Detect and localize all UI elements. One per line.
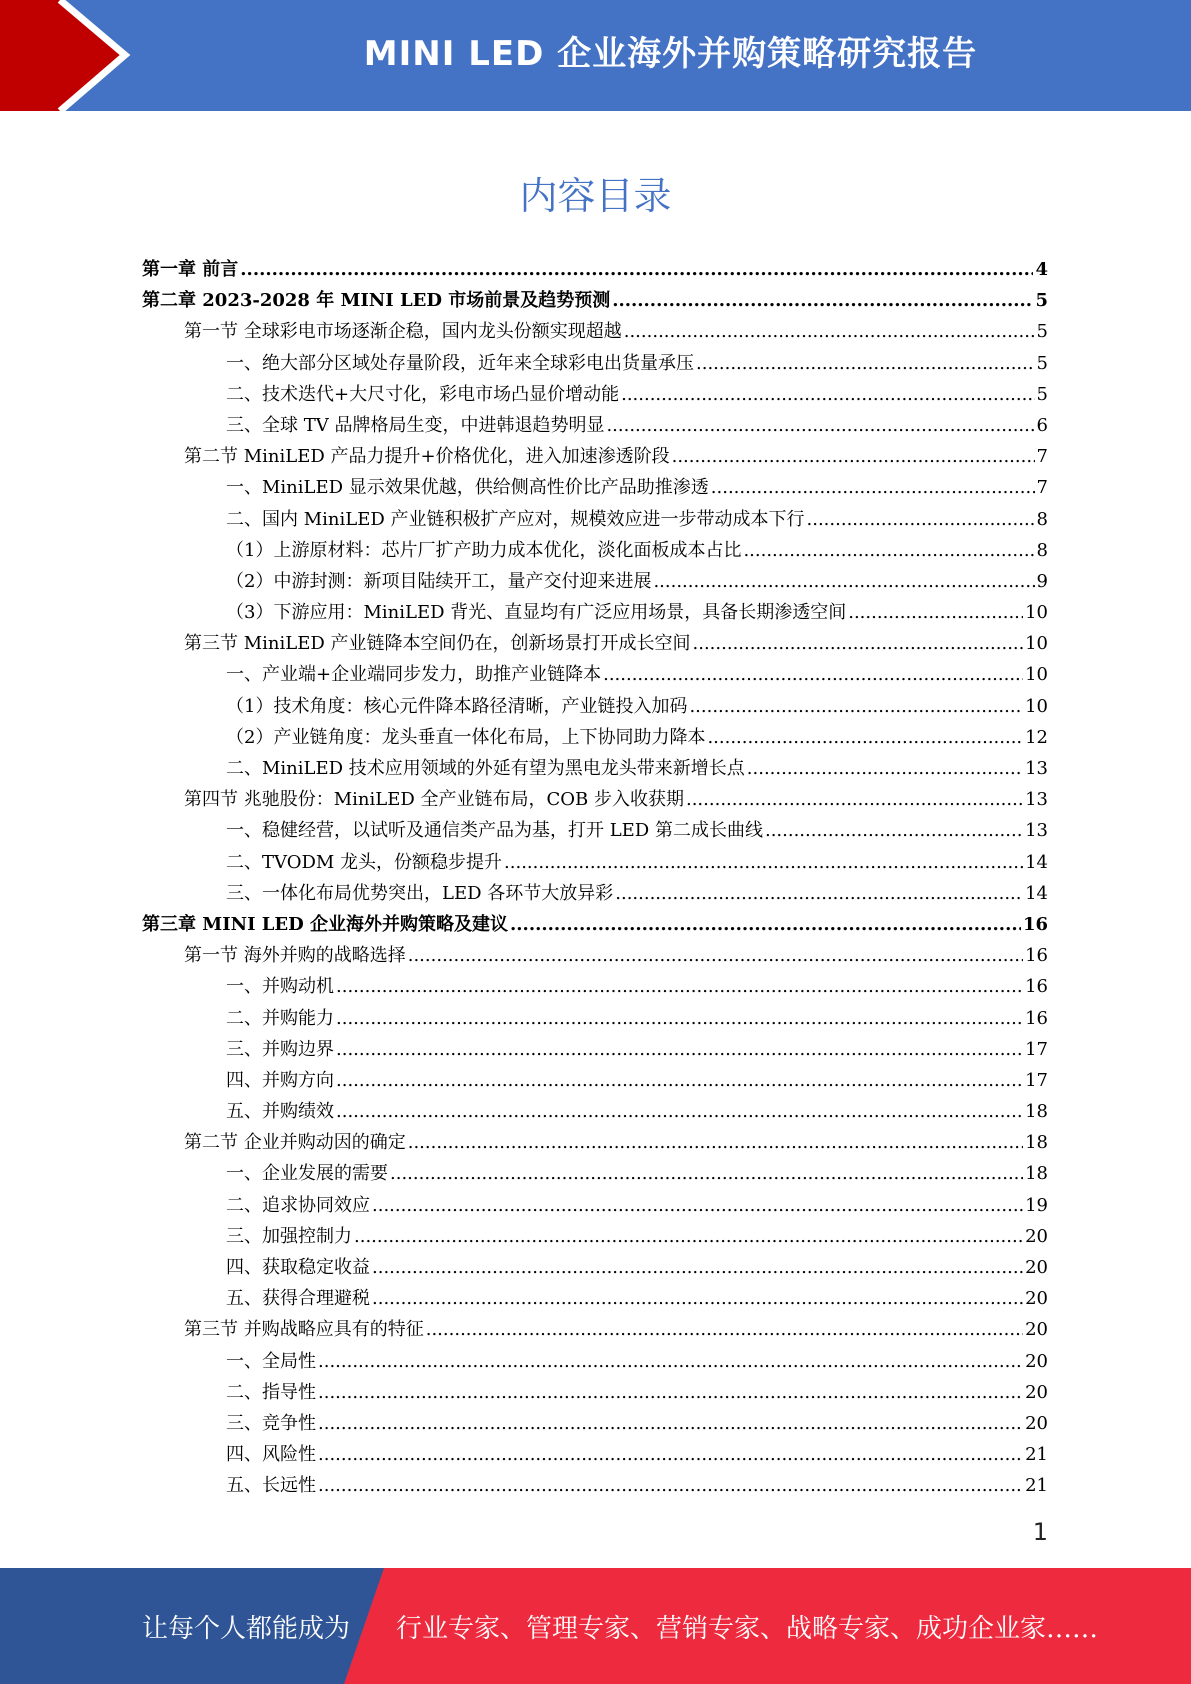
toc-entry-label: 第二节 MiniLED 产品力提升+价格优化，进入加速渗透阶段 bbox=[184, 446, 670, 468]
toc-entry-label: 二、技术迭代+大尺寸化，彩电市场凸显价增动能 bbox=[226, 383, 620, 405]
toc-entry-label: 五、获得合理避税 bbox=[226, 1288, 370, 1310]
toc-entry[interactable] bbox=[142, 254, 1048, 285]
toc-entry[interactable] bbox=[142, 1314, 1048, 1345]
toc-dot-leader bbox=[354, 1221, 1023, 1252]
header-chevron-decoration bbox=[0, 0, 150, 111]
toc-entry[interactable] bbox=[142, 441, 1048, 472]
toc-entry-page: 18 bbox=[1025, 1101, 1048, 1123]
toc-entry-page: 21 bbox=[1025, 1444, 1048, 1466]
toc-dot-leader bbox=[372, 1252, 1023, 1283]
toc-dot-leader bbox=[408, 1127, 1023, 1158]
toc-entry-page: 17 bbox=[1025, 1069, 1048, 1091]
toc-dot-leader bbox=[336, 971, 1023, 1002]
toc-entry-page: 7 bbox=[1036, 477, 1048, 499]
toc-entry[interactable] bbox=[142, 1439, 1048, 1470]
toc-dot-leader bbox=[693, 628, 1024, 659]
toc-entry-page: 20 bbox=[1025, 1412, 1048, 1434]
toc-dot-leader bbox=[612, 285, 1033, 316]
toc-entry[interactable] bbox=[142, 722, 1048, 753]
toc-entry-page: 10 bbox=[1025, 633, 1048, 655]
toc-dot-leader bbox=[318, 1439, 1023, 1470]
toc-entry[interactable] bbox=[142, 815, 1048, 846]
toc-entry[interactable] bbox=[142, 1470, 1048, 1501]
toc-entry-label: 五、长远性 bbox=[226, 1475, 316, 1497]
toc-dot-leader bbox=[240, 254, 1033, 285]
toc-entry[interactable] bbox=[142, 379, 1048, 410]
toc-entry-label: 一、全局性 bbox=[226, 1350, 316, 1372]
toc-dot-leader bbox=[653, 566, 1034, 597]
toc-dot-leader bbox=[336, 1034, 1023, 1065]
toc-entry-page: 10 bbox=[1025, 602, 1048, 624]
toc-entry[interactable] bbox=[142, 940, 1048, 971]
toc-entry-page: 9 bbox=[1036, 570, 1048, 592]
toc-dot-leader bbox=[504, 847, 1023, 878]
toc-entry-label: 二、并购能力 bbox=[226, 1007, 334, 1029]
toc-entry-page: 20 bbox=[1025, 1288, 1048, 1310]
toc-entry[interactable] bbox=[142, 659, 1048, 690]
toc-dot-leader bbox=[807, 504, 1035, 535]
toc-entry-page: 5 bbox=[1036, 352, 1048, 374]
toc-dot-leader bbox=[390, 1158, 1023, 1189]
toc-entry-page: 16 bbox=[1025, 1007, 1048, 1029]
toc-dot-leader bbox=[621, 379, 1034, 410]
toc-entry-label: 第三章 MINI LED 企业海外并购策略及建议 bbox=[142, 913, 509, 935]
toc-entry-label: 第一节 全球彩电市场逐渐企稳，国内龙头份额实现超越 bbox=[184, 321, 622, 343]
toc-entry-page: 20 bbox=[1025, 1319, 1048, 1341]
toc-entry[interactable] bbox=[142, 285, 1048, 316]
toc-entry-page: 12 bbox=[1025, 726, 1048, 748]
toc-dot-leader bbox=[689, 691, 1023, 722]
toc-entry-label: 二、追求协同效应 bbox=[226, 1194, 370, 1216]
toc-dot-leader bbox=[606, 410, 1034, 441]
toc-entry[interactable] bbox=[142, 1065, 1048, 1096]
toc-entry-page: 13 bbox=[1025, 758, 1048, 779]
toc-entry-page: 16 bbox=[1025, 945, 1048, 967]
toc-entry-label: 一、MiniLED 显示效果优越，供给侧高性价比产品助推渗透 bbox=[226, 477, 709, 499]
toc-dot-leader bbox=[510, 909, 1021, 940]
toc-entry-label: 四、并购方向 bbox=[226, 1069, 334, 1091]
toc-entry-page: 13 bbox=[1025, 820, 1048, 842]
toc-entry[interactable] bbox=[142, 1158, 1048, 1189]
toc-entry[interactable] bbox=[142, 1283, 1048, 1314]
toc-entry-page: 21 bbox=[1025, 1475, 1048, 1497]
toc-entry-label: 第一章 前言 bbox=[142, 259, 239, 280]
toc-entry[interactable] bbox=[142, 1346, 1048, 1377]
toc-entry-page: 16 bbox=[1022, 913, 1048, 935]
toc-title: 内容目录 bbox=[519, 174, 672, 218]
toc-entry-label: 一、并购动机 bbox=[226, 976, 334, 998]
toc-entry[interactable] bbox=[142, 909, 1048, 940]
toc-entry[interactable] bbox=[142, 1408, 1048, 1439]
toc-entry-page: 4 bbox=[1035, 259, 1048, 280]
toc-entry-page: 19 bbox=[1025, 1194, 1048, 1216]
toc-entry[interactable] bbox=[142, 1034, 1048, 1065]
footer-slogan-right: 行业专家、管理专家、营销专家、战略专家、成功企业家…… bbox=[396, 1614, 1099, 1644]
toc-entry[interactable] bbox=[142, 971, 1048, 1002]
toc-dot-leader bbox=[336, 1096, 1023, 1127]
toc-dot-leader bbox=[603, 659, 1023, 690]
toc-entry[interactable] bbox=[142, 1221, 1048, 1252]
toc-entry[interactable] bbox=[142, 535, 1048, 566]
toc-entry-label: （3）下游应用：MiniLED 背光、直显均有广泛应用场景，具备长期渗透空间 bbox=[226, 602, 847, 624]
toc-entry-label: 二、国内 MiniLED 产业链积极扩产应对，规模效应进一步带动成本下行 bbox=[226, 508, 805, 530]
toc-dot-leader bbox=[336, 1065, 1023, 1096]
toc-dot-leader bbox=[318, 1408, 1023, 1439]
toc-list bbox=[142, 254, 1048, 1502]
toc-entry-label: 二、TVODM 龙头，份额稳步提升 bbox=[226, 851, 503, 873]
toc-entry-page: 6 bbox=[1036, 414, 1048, 436]
toc-entry-label: 四、风险性 bbox=[226, 1444, 316, 1466]
toc-entry-page: 5 bbox=[1036, 321, 1048, 343]
toc-entry-label: （2）产业链角度：龙头垂直一体化布局，上下协同助力降本 bbox=[226, 726, 706, 748]
toc-entry-page: 10 bbox=[1025, 695, 1048, 717]
toc-entry-page: 5 bbox=[1036, 383, 1048, 405]
toc-entry[interactable] bbox=[142, 316, 1048, 347]
toc-entry[interactable] bbox=[142, 691, 1048, 722]
toc-entry-page: 7 bbox=[1036, 446, 1048, 468]
toc-entry-label: （2）中游封测：新项目陆续开工，量产交付迎来进展 bbox=[226, 570, 652, 592]
toc-dot-leader bbox=[743, 535, 1034, 566]
toc-entry[interactable] bbox=[142, 753, 1048, 784]
toc-entry-label: 第四节 兆驰股份：MiniLED 全产业链布局，COB 步入收获期 bbox=[184, 789, 684, 811]
toc-entry[interactable] bbox=[142, 1127, 1048, 1158]
toc-entry-label: （1）上游原材料：芯片厂扩产助力成本优化，淡化面板成本占比 bbox=[226, 539, 742, 561]
toc-entry-page: 20 bbox=[1025, 1350, 1048, 1372]
toc-entry-label: （1）技术角度：核心元件降本路径清晰，产业链投入加码 bbox=[226, 695, 688, 717]
toc-entry-page: 10 bbox=[1025, 664, 1048, 686]
toc-entry-page: 20 bbox=[1025, 1257, 1048, 1278]
toc-entry[interactable] bbox=[142, 628, 1048, 659]
toc-entry-page: 16 bbox=[1025, 976, 1048, 998]
toc-entry-page: 17 bbox=[1025, 1038, 1048, 1060]
toc-dot-leader bbox=[696, 348, 1035, 379]
toc-dot-leader bbox=[408, 940, 1023, 971]
toc-entry-label: 三、加强控制力 bbox=[226, 1225, 352, 1247]
toc-entry-label: 第二节 企业并购动因的确定 bbox=[184, 1132, 406, 1154]
toc-entry-label: 三、竞争性 bbox=[226, 1412, 316, 1434]
toc-entry-label: 一、绝大部分区域处存量阶段，近年来全球彩电出货量承压 bbox=[226, 352, 694, 374]
toc-dot-leader bbox=[747, 753, 1023, 784]
toc-entry-label: 一、稳健经营，以试听及通信类产品为基，打开 LED 第二成长曲线 bbox=[226, 820, 763, 842]
toc-entry[interactable] bbox=[142, 1003, 1048, 1034]
toc-dot-leader bbox=[848, 597, 1023, 628]
page-number: 1 bbox=[1032, 1518, 1048, 1546]
toc-entry[interactable] bbox=[142, 1096, 1048, 1127]
toc-dot-leader bbox=[318, 1470, 1023, 1501]
toc-entry-page: 14 bbox=[1025, 882, 1048, 904]
toc-entry[interactable] bbox=[142, 504, 1048, 535]
toc-entry[interactable] bbox=[142, 472, 1048, 503]
toc-dot-leader bbox=[686, 784, 1023, 815]
toc-entry[interactable] bbox=[142, 566, 1048, 597]
toc-entry-label: 二、指导性 bbox=[226, 1381, 316, 1403]
toc-entry[interactable] bbox=[142, 1190, 1048, 1221]
header-title: MINI LED 企业海外并购策略研究报告 bbox=[363, 34, 978, 74]
toc-entry[interactable] bbox=[142, 1252, 1048, 1283]
toc-entry-label: 第一节 海外并购的战略选择 bbox=[184, 945, 406, 967]
toc-entry-page: 8 bbox=[1036, 508, 1048, 530]
header-banner bbox=[0, 0, 1191, 111]
toc-entry-label: 二、MiniLED 技术应用领域的外延有望为黑电龙头带来新增长点 bbox=[226, 758, 745, 779]
toc-dot-leader bbox=[372, 1190, 1023, 1221]
toc-entry-label: 第三节 并购战略应具有的特征 bbox=[184, 1319, 424, 1341]
toc-entry[interactable] bbox=[142, 597, 1048, 628]
toc-dot-leader bbox=[765, 815, 1023, 846]
toc-dot-leader bbox=[672, 441, 1035, 472]
toc-dot-leader bbox=[615, 878, 1023, 909]
toc-entry-label: 三、一体化布局优势突出，LED 各环节大放异彩 bbox=[226, 882, 614, 904]
toc-dot-leader bbox=[372, 1283, 1023, 1314]
toc-dot-leader bbox=[711, 472, 1035, 503]
toc-entry-page: 14 bbox=[1025, 851, 1048, 873]
toc-entry-page: 18 bbox=[1025, 1163, 1048, 1185]
footer-banner bbox=[0, 1568, 1191, 1684]
toc-entry[interactable] bbox=[142, 878, 1048, 909]
toc-entry-label: 第二章 2023-2028 年 MINI LED 市场前景及趋势预测 bbox=[142, 290, 611, 312]
footer-slogan-left: 让每个人都能成为 bbox=[142, 1614, 351, 1644]
toc-dot-leader bbox=[318, 1377, 1023, 1408]
toc-entry[interactable] bbox=[142, 410, 1048, 441]
toc-dot-leader bbox=[336, 1003, 1023, 1034]
toc-entry-page: 20 bbox=[1025, 1225, 1048, 1247]
toc-dot-leader bbox=[318, 1346, 1023, 1377]
toc-entry-label: 一、企业发展的需要 bbox=[226, 1163, 388, 1185]
toc-entry-page: 20 bbox=[1025, 1381, 1048, 1403]
toc-entry-label: 三、并购边界 bbox=[226, 1038, 334, 1060]
toc-entry[interactable] bbox=[142, 1377, 1048, 1408]
toc-entry-label: 三、全球 TV 品牌格局生变，中进韩退趋势明显 bbox=[226, 414, 605, 436]
toc-entry-page: 8 bbox=[1036, 539, 1048, 561]
toc-entry-label: 五、并购绩效 bbox=[226, 1101, 334, 1123]
toc-entry-page: 5 bbox=[1035, 290, 1048, 312]
toc-entry[interactable] bbox=[142, 784, 1048, 815]
toc-entry-label: 四、获取稳定收益 bbox=[226, 1257, 370, 1278]
toc-dot-leader bbox=[624, 316, 1035, 347]
toc-entry[interactable] bbox=[142, 348, 1048, 379]
toc-entry-label: 一、产业端+企业端同步发力，助推产业链降本 bbox=[226, 664, 602, 686]
toc-entry-label: 第三节 MiniLED 产业链降本空间仍在，创新场景打开成长空间 bbox=[184, 633, 691, 655]
toc-entry-page: 18 bbox=[1025, 1132, 1048, 1154]
toc-entry-page: 13 bbox=[1025, 789, 1048, 811]
toc-dot-leader bbox=[426, 1314, 1023, 1345]
toc-entry[interactable] bbox=[142, 847, 1048, 878]
toc-dot-leader bbox=[707, 722, 1023, 753]
